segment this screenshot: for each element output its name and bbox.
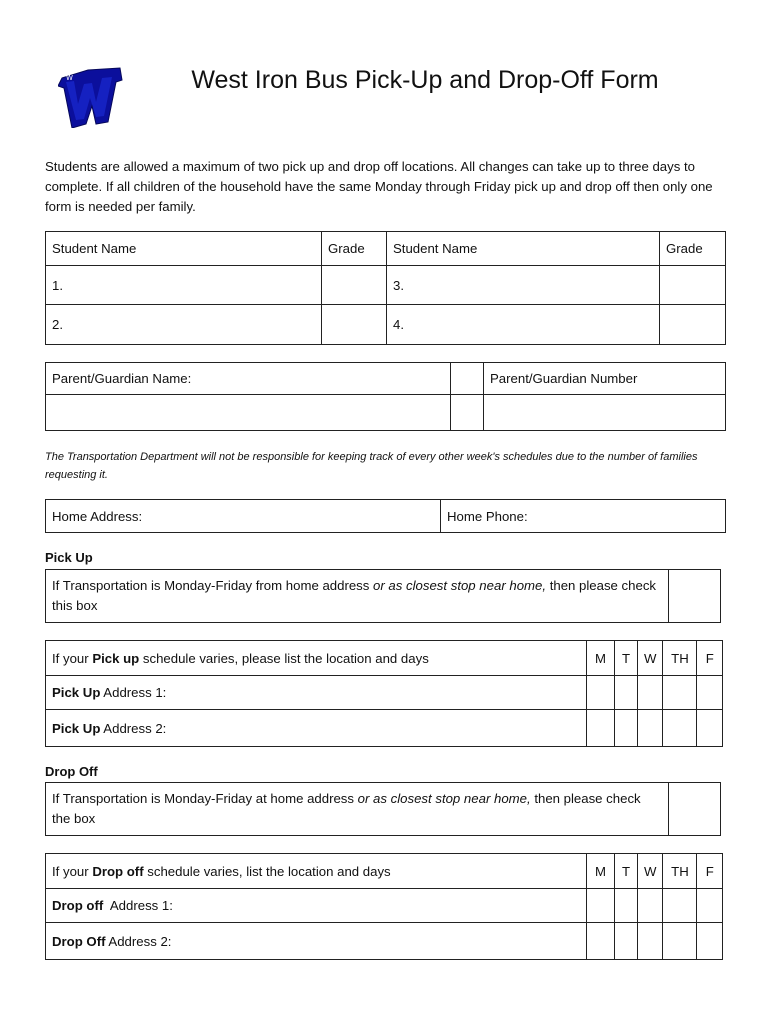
parent-name-field[interactable] (46, 395, 451, 431)
pickup-2-friday-box[interactable] (697, 710, 723, 747)
parent-name-label: Parent/Guardian Name: (46, 363, 451, 395)
student-2-grade-field[interactable] (322, 305, 387, 345)
dropoff-1-wednesday-box[interactable] (638, 889, 663, 923)
student-name-header: Student Name (387, 232, 660, 266)
dropoff-address-2-field[interactable]: Drop Off Address 2: (46, 923, 587, 960)
grade-header: Grade (322, 232, 387, 266)
intro-text: Students are allowed a maximum of two pick up and drop off locations. All changes can take up to three days to complete. If all children of the household have the same Monday through Friday pick up and drop off then only one form is needed per family. (45, 159, 713, 214)
student-4-field[interactable]: 4. (387, 305, 660, 345)
pickup-varies-text: If your Pick up schedule varies, please list the location and days (46, 641, 587, 676)
dropoff-section-label: Drop Off (45, 764, 98, 779)
pickup-1-monday-box[interactable] (587, 676, 615, 710)
pickup-2-monday-box[interactable] (587, 710, 615, 747)
pickup-day-wednesday-header: W (638, 641, 663, 676)
dropoff-2-friday-box[interactable] (697, 923, 723, 960)
dropoff-day-tuesday-header: T (615, 854, 638, 889)
student-table (45, 231, 726, 345)
dropoff-varies-text: If your Drop off schedule varies, list the location and days (46, 854, 587, 889)
student-3-field[interactable]: 3. (387, 266, 660, 305)
home-address-field[interactable]: Home Address: (46, 500, 441, 533)
parent-spacer-cell (451, 363, 484, 395)
student-name-header: Student Name (46, 232, 322, 266)
pickup-1-friday-box[interactable] (697, 676, 723, 710)
dropoff-address-1-field[interactable]: Drop off Address 1: (46, 889, 587, 923)
pickup-2-thursday-box[interactable] (663, 710, 697, 747)
pickup-monfri-checkbox[interactable] (669, 570, 721, 623)
dropoff-day-thursday-header: TH (663, 854, 697, 889)
home-phone-field[interactable]: Home Phone: (441, 500, 726, 533)
svg-text:W: W (66, 74, 73, 82)
pickup-2-wednesday-box[interactable] (638, 710, 663, 747)
pickup-section-label: Pick Up (45, 550, 93, 565)
dropoff-monfri-text: If Transportation is Monday-Friday at home address or as closest stop near home, then please check the box (46, 783, 669, 836)
pickup-1-wednesday-box[interactable] (638, 676, 663, 710)
grade-header: Grade (660, 232, 726, 266)
student-2-field[interactable]: 2. (46, 305, 322, 345)
dropoff-day-friday-header: F (697, 854, 723, 889)
student-3-grade-field[interactable] (660, 266, 726, 305)
parent-spacer-cell (451, 395, 484, 431)
responsibility-notice: The Transportation Department will not be responsible for keeping track of every other week's schedules due to the number of families requesting it. (45, 451, 698, 481)
dropoff-day-wednesday-header: W (638, 854, 663, 889)
pickup-1-tuesday-box[interactable] (615, 676, 638, 710)
dropoff-2-thursday-box[interactable] (663, 923, 697, 960)
dropoff-2-wednesday-box[interactable] (638, 923, 663, 960)
dropoff-monfri-table (45, 782, 721, 836)
dropoff-1-monday-box[interactable] (587, 889, 615, 923)
address-table (45, 499, 726, 533)
dropoff-1-thursday-box[interactable] (663, 889, 697, 923)
student-1-grade-field[interactable] (322, 266, 387, 305)
pickup-day-monday-header: M (587, 641, 615, 676)
pickup-monfri-text: If Transportation is Monday-Friday from home address or as closest stop near home, then please check this box (46, 570, 669, 623)
pickup-day-tuesday-header: T (615, 641, 638, 676)
dropoff-1-tuesday-box[interactable] (615, 889, 638, 923)
dropoff-1-friday-box[interactable] (697, 889, 723, 923)
student-4-grade-field[interactable] (660, 305, 726, 345)
pickup-address-2-field[interactable]: Pick Up Address 2: (46, 710, 587, 747)
pickup-1-thursday-box[interactable] (663, 676, 697, 710)
page-title: West Iron Bus Pick-Up and Drop-Off Form (191, 66, 659, 94)
dropoff-2-tuesday-box[interactable] (615, 923, 638, 960)
pickup-address-1-field[interactable]: Pick Up Address 1: (46, 676, 587, 710)
pickup-day-thursday-header: TH (663, 641, 697, 676)
dropoff-varies-table (45, 853, 723, 960)
pickup-2-tuesday-box[interactable] (615, 710, 638, 747)
student-1-field[interactable]: 1. (46, 266, 322, 305)
dropoff-2-monday-box[interactable] (587, 923, 615, 960)
pickup-varies-table (45, 640, 723, 747)
parent-table (45, 362, 726, 431)
pickup-day-friday-header: F (697, 641, 723, 676)
parent-number-label: Parent/Guardian Number (484, 363, 726, 395)
dropoff-monfri-checkbox[interactable] (669, 783, 721, 836)
pickup-monfri-table (45, 569, 721, 623)
parent-number-field[interactable] (484, 395, 726, 431)
dropoff-day-monday-header: M (587, 854, 615, 889)
